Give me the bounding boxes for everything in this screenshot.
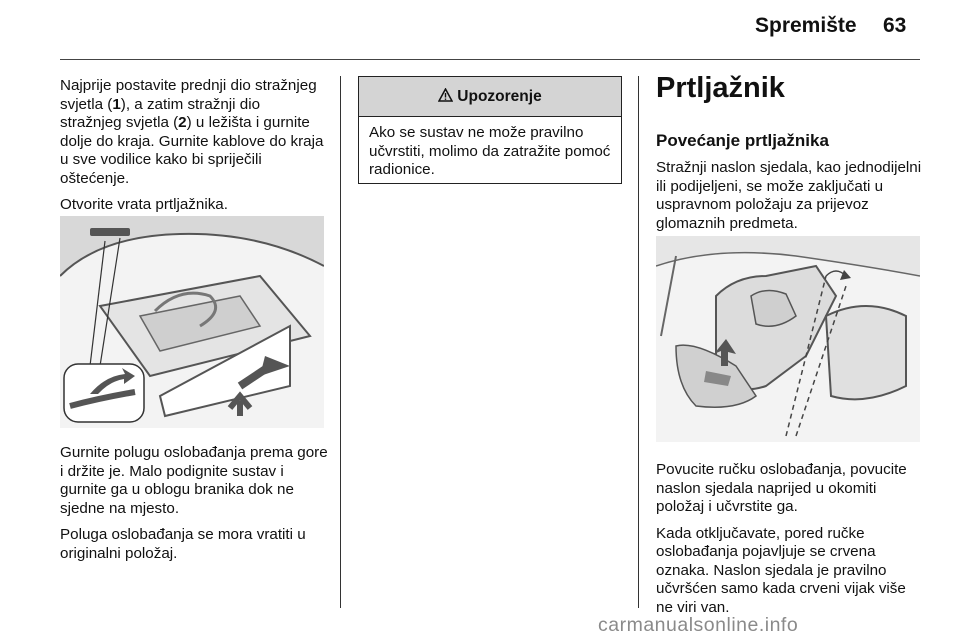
red-marker-paragraph: Kada otključavate, pored ručke oslobađanja pojavljuje se crvena oznaka. Naslon sjedala je pravilno učvršćen samo kada crveni vijak više ne viri van. [656, 524, 906, 616]
column-divider-right [638, 76, 639, 608]
watermark: carmanualsonline.info [598, 614, 799, 636]
section-title: Prtljažnik [656, 72, 785, 104]
subsection-title: Povećanje prtljažnika [656, 131, 829, 150]
column-divider-left [340, 76, 341, 608]
page-number: 63 [883, 14, 907, 37]
rear-seat-illustration [656, 236, 920, 442]
warning-box [358, 76, 622, 184]
reference-1: 1 [112, 95, 121, 113]
pull-handle-paragraph: Povucite ručku oslobađanja, povucite naslon sjedala naprijed u okomiti položaj i učvrstite ga. [656, 461, 907, 515]
left-column-top [60, 77, 325, 223]
reference-2: 2 [178, 114, 187, 131]
warning-triangle-icon [438, 88, 453, 106]
open-tailgate-paragraph: Otvorite vrata prtljažnika. [60, 196, 228, 213]
bicycle-carrier-illustration [60, 216, 324, 428]
lever-return-paragraph: Poluga oslobađanja se mora vratiti u originalni položaj. [60, 526, 306, 562]
warning-title: Upozorenje [457, 87, 542, 105]
release-lever-paragraph: Gurnite polugu oslobađanja prema gore i držite je. Malo podignite sustav i gurnite ga u oblogu branika dok ne sjedne na mjesto. [60, 444, 328, 517]
bicycle-carrier-drawing [60, 216, 324, 428]
rear-seat-drawing [656, 236, 920, 442]
instruction-paragraph: Najprije postavite prednji dio stražnjeg svjetla (1), a zatim stražnji dio stražnjeg svjetla (2) u ležišta i gurnite dolje do kraja. Gurnite kablove do kraja u sve vodilice kako bi spriječili oštećenje. [60, 77, 324, 187]
page-title: Spremište [755, 14, 857, 37]
right-column-bottom [656, 461, 926, 625]
left-column-bottom [60, 444, 330, 571]
warning-text: Ako se sustav ne može pravilno učvrstiti, molimo da zatražite pomoć radionice. [369, 124, 611, 178]
warning-header [359, 77, 621, 117]
header-divider [60, 59, 920, 60]
right-column-top [656, 131, 924, 241]
seat-lock-paragraph: Stražnji naslon sjedala, kao jednodijelni ili podijeljeni, se može zaključati u uspravnom položaju za prijevoz glomaznih predmeta. [656, 159, 922, 232]
